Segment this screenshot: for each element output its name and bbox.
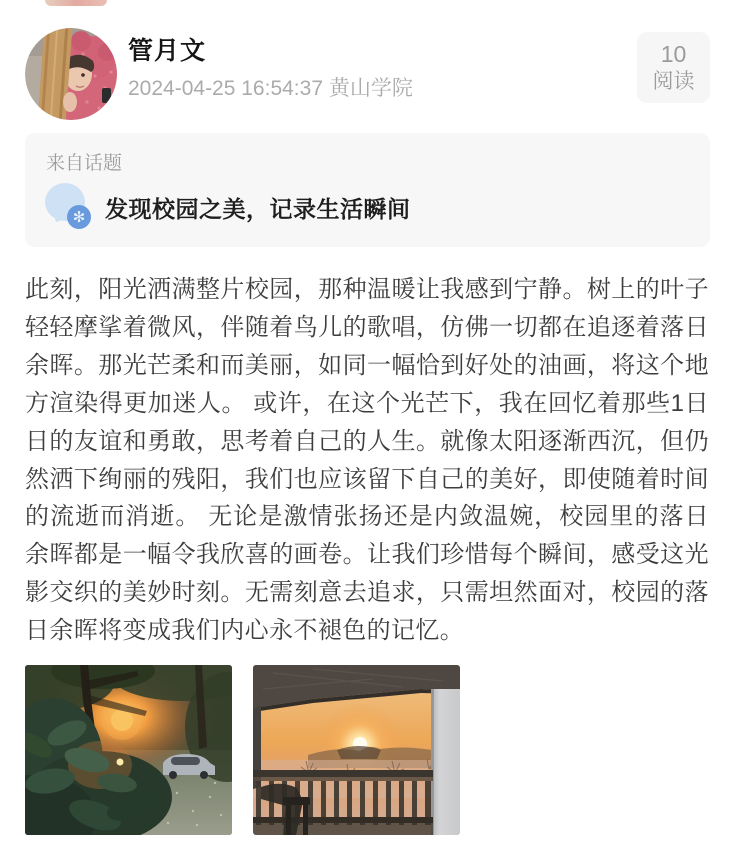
topic-source-label: 来自话题 [46, 153, 123, 174]
topic-title[interactable]: 发现校园之美，记录生活瞬间 [105, 196, 411, 222]
post-timestamp: 2024-04-25 16:54:37 黄山学院 [128, 77, 413, 100]
photo-grid [25, 665, 460, 835]
hashtag-badge: ✻ [67, 205, 91, 229]
read-count-value: 10 [660, 41, 687, 67]
username[interactable]: 管月文 [128, 37, 207, 65]
hashtag-chat-bubble-icon [45, 183, 93, 231]
post-body-text: 此刻，阳光洒满整片校园，那种温暖让我感到宁静。树上的叶子轻轻摩挲着微风，伴随着鸟儿的歌唱，仿佛一切都在追逐着落日余晖。那光芒柔和而美丽，如同一幅恰到好处的油画，将这个地方渲染得更加迷人。 或许，在这个光芒下，我在回忆着那些1日日的友谊和勇敢，思考着自己的人生。就像太阳逐渐西沉，但仍然洒下绚丽的残阳，我们也应该留下自己的美好，即使随着时间的流逝而消逝。 无论是激情张扬还是内敛温婉，校园里的落日余晖都是一幅令我欣喜的画卷。让我们珍惜每个瞬间，感受这光影交织的美妙时刻。无需刻意去追求，只需坦然面对，校园的落日余晖将变成我们内心永不褪色的记忆。 [25, 276, 709, 645]
avatar-image [25, 28, 117, 120]
topic-card[interactable] [25, 133, 710, 247]
photo-campus-trees-sunset[interactable] [25, 665, 232, 835]
read-count-label: 阅读 [652, 69, 695, 93]
previous-item-edge [45, 0, 107, 6]
avatar[interactable] [25, 28, 117, 120]
read-count-badge [637, 32, 710, 103]
photo-balcony-sunset[interactable] [253, 665, 460, 835]
